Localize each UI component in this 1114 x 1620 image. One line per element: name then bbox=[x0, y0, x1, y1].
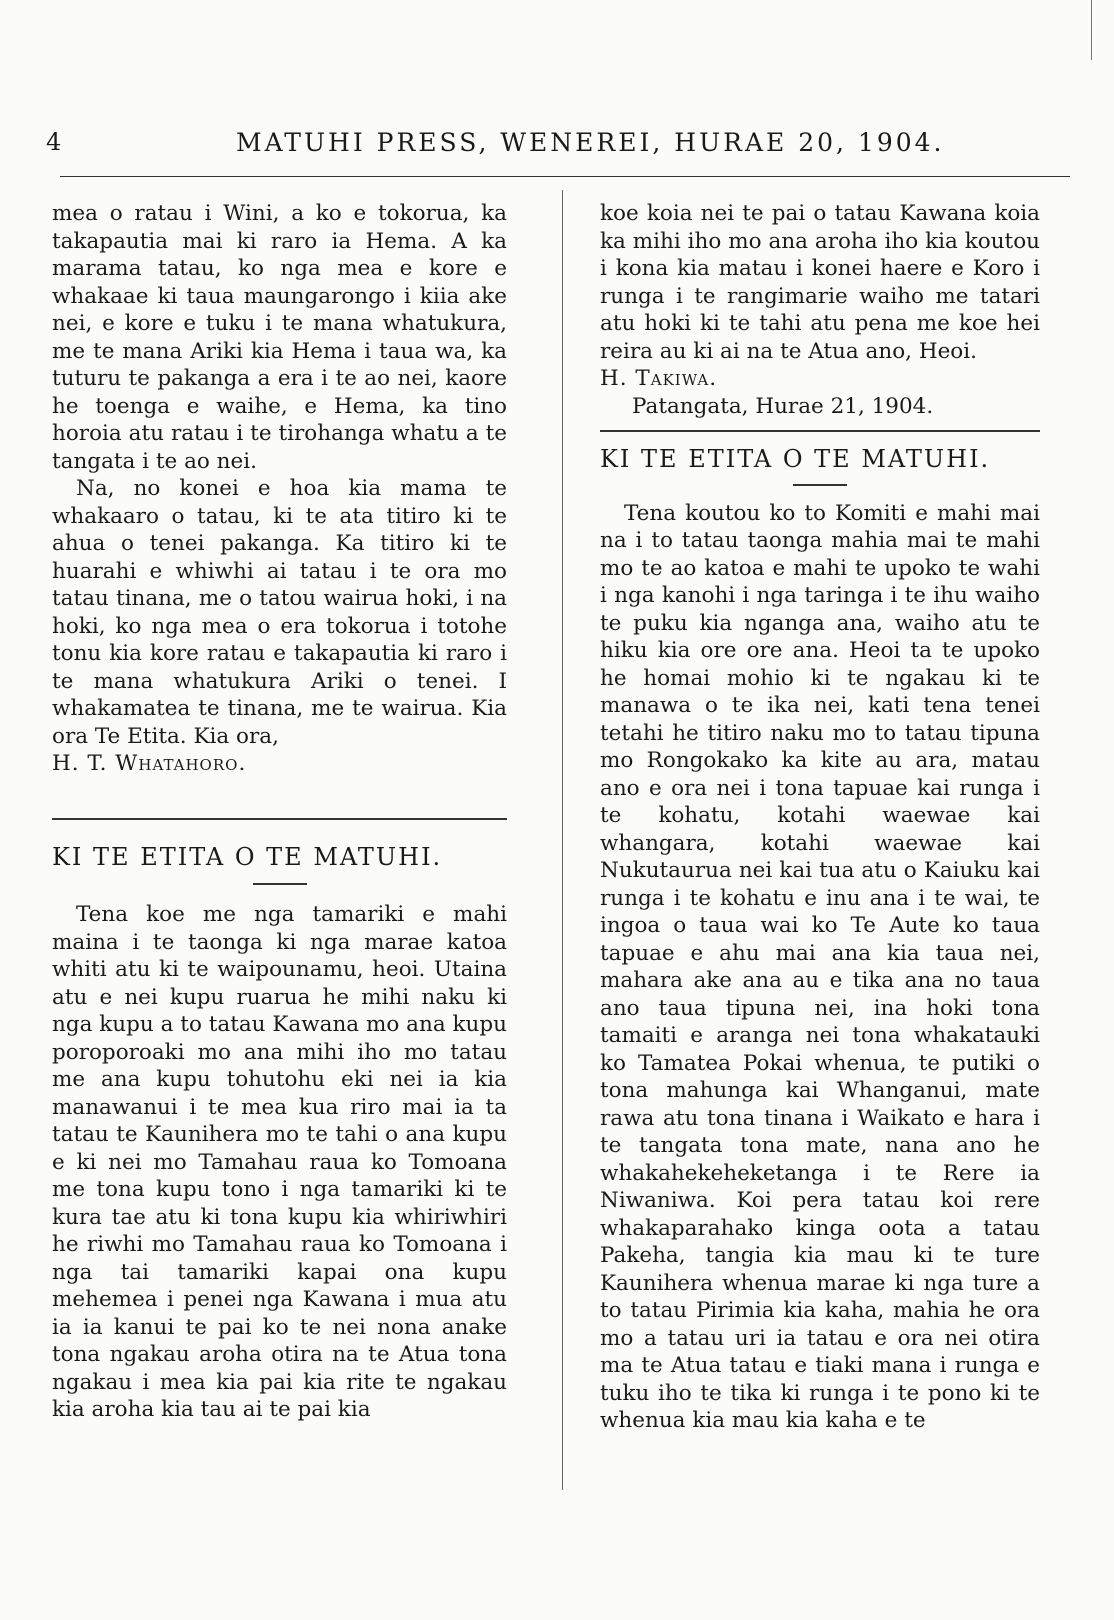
page-number: 4 bbox=[46, 128, 63, 156]
left-column bbox=[52, 200, 507, 1424]
letter2-continuation: koe koia nei te pai o tatau Kawana koia ka mihi iho mo ana aroha iho kia koutou i kona kia matau i konei haere e Koro i runga i te rangimarie waiho me tatari atu hoki ki te tahi atu pena me koe hei reira au ki ai na te Atua ano, Heoi. bbox=[600, 201, 1040, 364]
section-heading: KI TE ETITA O TE MATUHI. bbox=[52, 842, 443, 871]
section-heading: KI TE ETITA O TE MATUHI. bbox=[600, 445, 991, 473]
page-header bbox=[46, 128, 1076, 162]
letter2-dateline: Patangata, Hurae 21, 1904. bbox=[632, 393, 934, 419]
right-column bbox=[600, 200, 1040, 1435]
letter2-text: Tena koe me nga tamariki e mahi maina i te taonga ki nga marae katoa whiti atu ki te waipounamu, heoi. Utaina atu e nei kupu ruarua he mihi naku ki nga kupu a to tatau Kawana mo ana kupu poroporoaki mo ana mihi iho mo tatau me ana kupu tohutohu eki nei ia kia manawanui i te mea kua riro mai ia ta tatau te Kaunihera mo te tahi o ana kupu e ki nei mo Tamahau raua ko Tomoana me tona kupu tono i nga tamariki ki te kura tae atu ki tona kupu kia whiriwhiri he riwhi mo Tamahau raua ko Tomoana i nga tai tamariki kapai ona kupu mehemea i penei nga Kawana i mua atu ia ia kanui te pai ko te nei nona anake tona ngakau aroha otira na te Atua tona ngakau i mea kia pai kia rite te ngakau kia aroha kia tau ai te pai kia bbox=[52, 902, 507, 1422]
page-edge-mark bbox=[1091, 0, 1092, 60]
letter1-continuation: mea o ratau i Wini, a ko e tokorua, ka takapautia mai ki raro ia Hema. A ka marama tatau, ko nga mea e kore e whakaae ki taua maungarongo i kiia ake nei, e kore e tuku i te mana whatukura, me te mana Ariki kia Hema i taua wa, ka tuturu te pakanga a era i te ao nei, kaore he toenga e waihe, e Hema, ka tino horoia atu ratau i te tirohanga whatu a te tangata i te ao nei. bbox=[52, 201, 507, 474]
letter1-paragraph-2: Na, no konei e hoa kia mama te whakaaro o tatau, ki te ata titiro ki te ahua o tenei pakanga. Ka titiro ki te huarahi e whiwhi ai tatau i te ora mo tatau tinana, me o tatou wairua hoki, i na hoki, ko nga mea o era tokorua i totohe tonu kia kore ratau e takapautia ki raro i te mana whatukura Ariki o tenei. I whakamatea te tinana, me te wairua. Kia ora Te Etita. Kia ora, bbox=[52, 476, 507, 749]
running-head: MATUHI PRESS, WENEREI, HURAE 20, 1904. bbox=[236, 128, 945, 157]
header-rule bbox=[60, 176, 1070, 177]
letter1-signature: H. T. Whatahoro. bbox=[52, 751, 247, 776]
letter2-signature: H. Takiwa. bbox=[600, 366, 718, 391]
column-divider bbox=[562, 190, 563, 1490]
letter3-text: Tena koutou ko to Komiti e mahi mai na i to tatau taonga mahia mai te mahi mo te ao katoa e mahi te upoko te wahi i nga kanohi i nga taringa i te ihu waiho te puku kia nganga ana, waiho atu te hiku kia ore ore ana. Heoi ta te upoko he homai mohio ki te ngakau ki te manawa o te ika nei, kati tena tenei tetahi he titiro naku mo to tatau tipuna mo Rongokako ka kite au ara, matau ano e ora nei i tona tapuae kai runga i te kohatu, kotahi waewae kai whangara, kotahi waewae kai Nukutaurua nei kai tua atu o Kaiuku kai runga i te kohatu e inu ana i te wai, te ingoa o taua wai ko Te Aute ko taua tapuae e ahu mai ana kia taua nei, mahara ake ana au e tika ana no taua ano taua tipuna nei, ina hoki tona tamaiti e aranga nei tona whakatauki ko Tamatea Pokai whenua, te putiki o tona mahunga kai Whanganui, mate rawa atu tona tinana i Waikato e hara i te tangata tona mate, nana ano he whakahekeheketanga i te Rere ia Niwaniwa. Koi pera tatau koi rere whakaparahako kinga oota a tatau Pakeha, tangia kia mau ki te ture Kaunihera whenua marae ki nga ture a to tatau Pirimia kia kaha, mahia he ora mo a tatau uri ia tatau e ora nei otira ma te Atua tatau e tiaki mana i runga e tuku iho te tika ki runga i te pono ki te whenua kia mau kia kaha e te bbox=[600, 500, 1040, 1433]
